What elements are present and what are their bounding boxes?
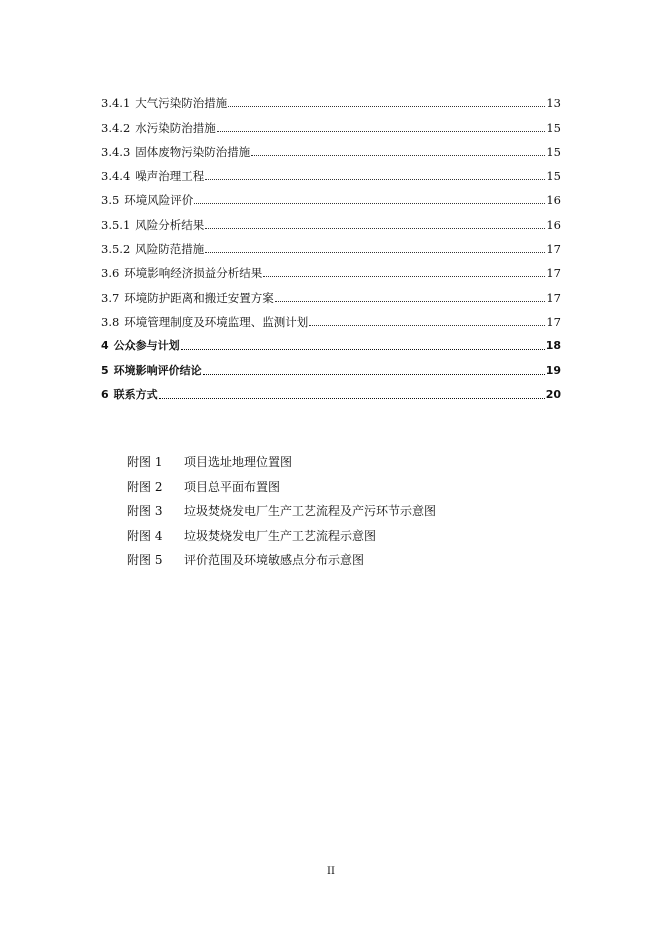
toc-entry[interactable]: [101, 86, 561, 110]
toc-entry[interactable]: [101, 159, 561, 183]
toc-entry-page: 15: [546, 120, 561, 135]
figure-number: 附图 5: [127, 553, 163, 567]
toc-entry-title: 大气污染防治措施: [135, 96, 228, 111]
figure-title: 项目总平面布置图: [184, 479, 281, 494]
toc-entry-title: 环境防护距离和搬迁安置方案: [124, 290, 274, 305]
toc-entry-title: 风险分析结果: [135, 217, 205, 232]
toc-entry-title: 固体废物污染防治措施: [135, 144, 251, 159]
toc-entry-number: 3.4.4: [101, 169, 131, 184]
toc-entry-number: 5: [101, 363, 109, 377]
toc-entry-page: 18: [545, 339, 561, 353]
toc-entry-number: 3.5.2: [101, 242, 131, 257]
toc-entry-number: 3.8: [101, 314, 120, 329]
toc-entry-number: 3.4.3: [101, 144, 131, 159]
figure-number: 附图 2: [127, 479, 163, 494]
figure-number: 附图 3: [127, 504, 163, 518]
toc-entry[interactable]: [101, 353, 561, 377]
page-number: II: [327, 866, 335, 877]
toc-entry[interactable]: [101, 305, 561, 329]
toc-entry-page: 15: [546, 144, 561, 159]
toc-entry-page: 17: [546, 314, 561, 329]
toc-entry[interactable]: [101, 207, 561, 231]
appendix-figure-list: [127, 452, 547, 575]
toc-entry-page: 15: [546, 169, 561, 184]
toc-entry[interactable]: [101, 329, 561, 353]
figure-number: 附图 1: [127, 455, 163, 469]
toc-entry-page: 16: [546, 217, 561, 232]
toc-entry-page: 17: [546, 266, 561, 281]
toc-dot-leader: [309, 324, 545, 326]
appendix-figure-entry: [127, 501, 547, 526]
toc-entry[interactable]: [101, 110, 561, 134]
toc-entry-number: 3.6: [101, 266, 120, 281]
toc-entry[interactable]: [101, 256, 561, 280]
toc-dot-leader: [203, 373, 545, 375]
toc-entry[interactable]: [101, 232, 561, 256]
toc-dot-leader: [228, 105, 545, 107]
figure-number: 附图 4: [127, 528, 163, 543]
appendix-figure-entry: [127, 452, 547, 477]
toc-entry-title: 噪声治理工程: [135, 169, 205, 184]
toc-entry-number: 3.7: [101, 290, 120, 305]
toc-entry-title: 环境管理制度及环境监理、监测计划: [124, 314, 309, 329]
toc-entry-page: 16: [546, 193, 561, 208]
toc-dot-leader: [194, 202, 545, 204]
toc-dot-leader: [205, 227, 545, 229]
toc-entry[interactable]: [101, 378, 561, 402]
toc-entry-title: 风险防范措施: [135, 242, 205, 257]
toc-dot-leader: [205, 251, 545, 253]
toc-dot-leader: [217, 130, 546, 132]
toc-entry-title: 联系方式: [113, 387, 158, 401]
toc-dot-leader: [275, 300, 546, 302]
toc-entry-title: 环境风险评价: [124, 193, 194, 208]
toc-entry-number: 3.4.2: [101, 120, 131, 135]
figure-title: 垃圾焚烧发电厂生产工艺流程示意图: [184, 528, 377, 543]
toc-entry-title: 环境影响经济损益分析结果: [124, 266, 263, 281]
figure-title: 项目选址地理位置图: [184, 455, 293, 469]
table-of-contents: [101, 86, 561, 402]
toc-entry[interactable]: [101, 135, 561, 159]
toc-entry[interactable]: [101, 183, 561, 207]
toc-entry-page: 20: [545, 387, 561, 401]
toc-entry-number: 4: [101, 339, 109, 353]
figure-title: 评价范围及环境敏感点分布示意图: [184, 553, 365, 567]
toc-dot-leader: [181, 348, 545, 350]
toc-entry-page: 13: [546, 96, 561, 111]
toc-dot-leader: [205, 178, 545, 180]
toc-entry-number: 3.5: [101, 193, 120, 208]
toc-entry-number: 3.4.1: [101, 96, 131, 111]
toc-entry-page: 17: [546, 242, 561, 257]
appendix-figure-entry: [127, 526, 547, 551]
toc-entry-title: 公众参与计划: [113, 339, 180, 353]
toc-entry-number: 6: [101, 387, 109, 401]
appendix-figure-entry: [127, 477, 547, 502]
toc-entry-page: 17: [546, 290, 561, 305]
toc-entry-title: 环境影响评价结论: [113, 363, 202, 377]
toc-entry-number: 3.5.1: [101, 217, 131, 232]
toc-dot-leader: [263, 275, 545, 277]
toc-dot-leader: [159, 397, 545, 399]
figure-title: 垃圾焚烧发电厂生产工艺流程及产污环节示意图: [184, 504, 437, 518]
toc-entry-page: 19: [545, 363, 561, 377]
toc-entry-title: 水污染防治措施: [135, 120, 216, 135]
toc-dot-leader: [251, 154, 545, 156]
appendix-figure-entry: [127, 550, 547, 575]
toc-entry[interactable]: [101, 280, 561, 304]
